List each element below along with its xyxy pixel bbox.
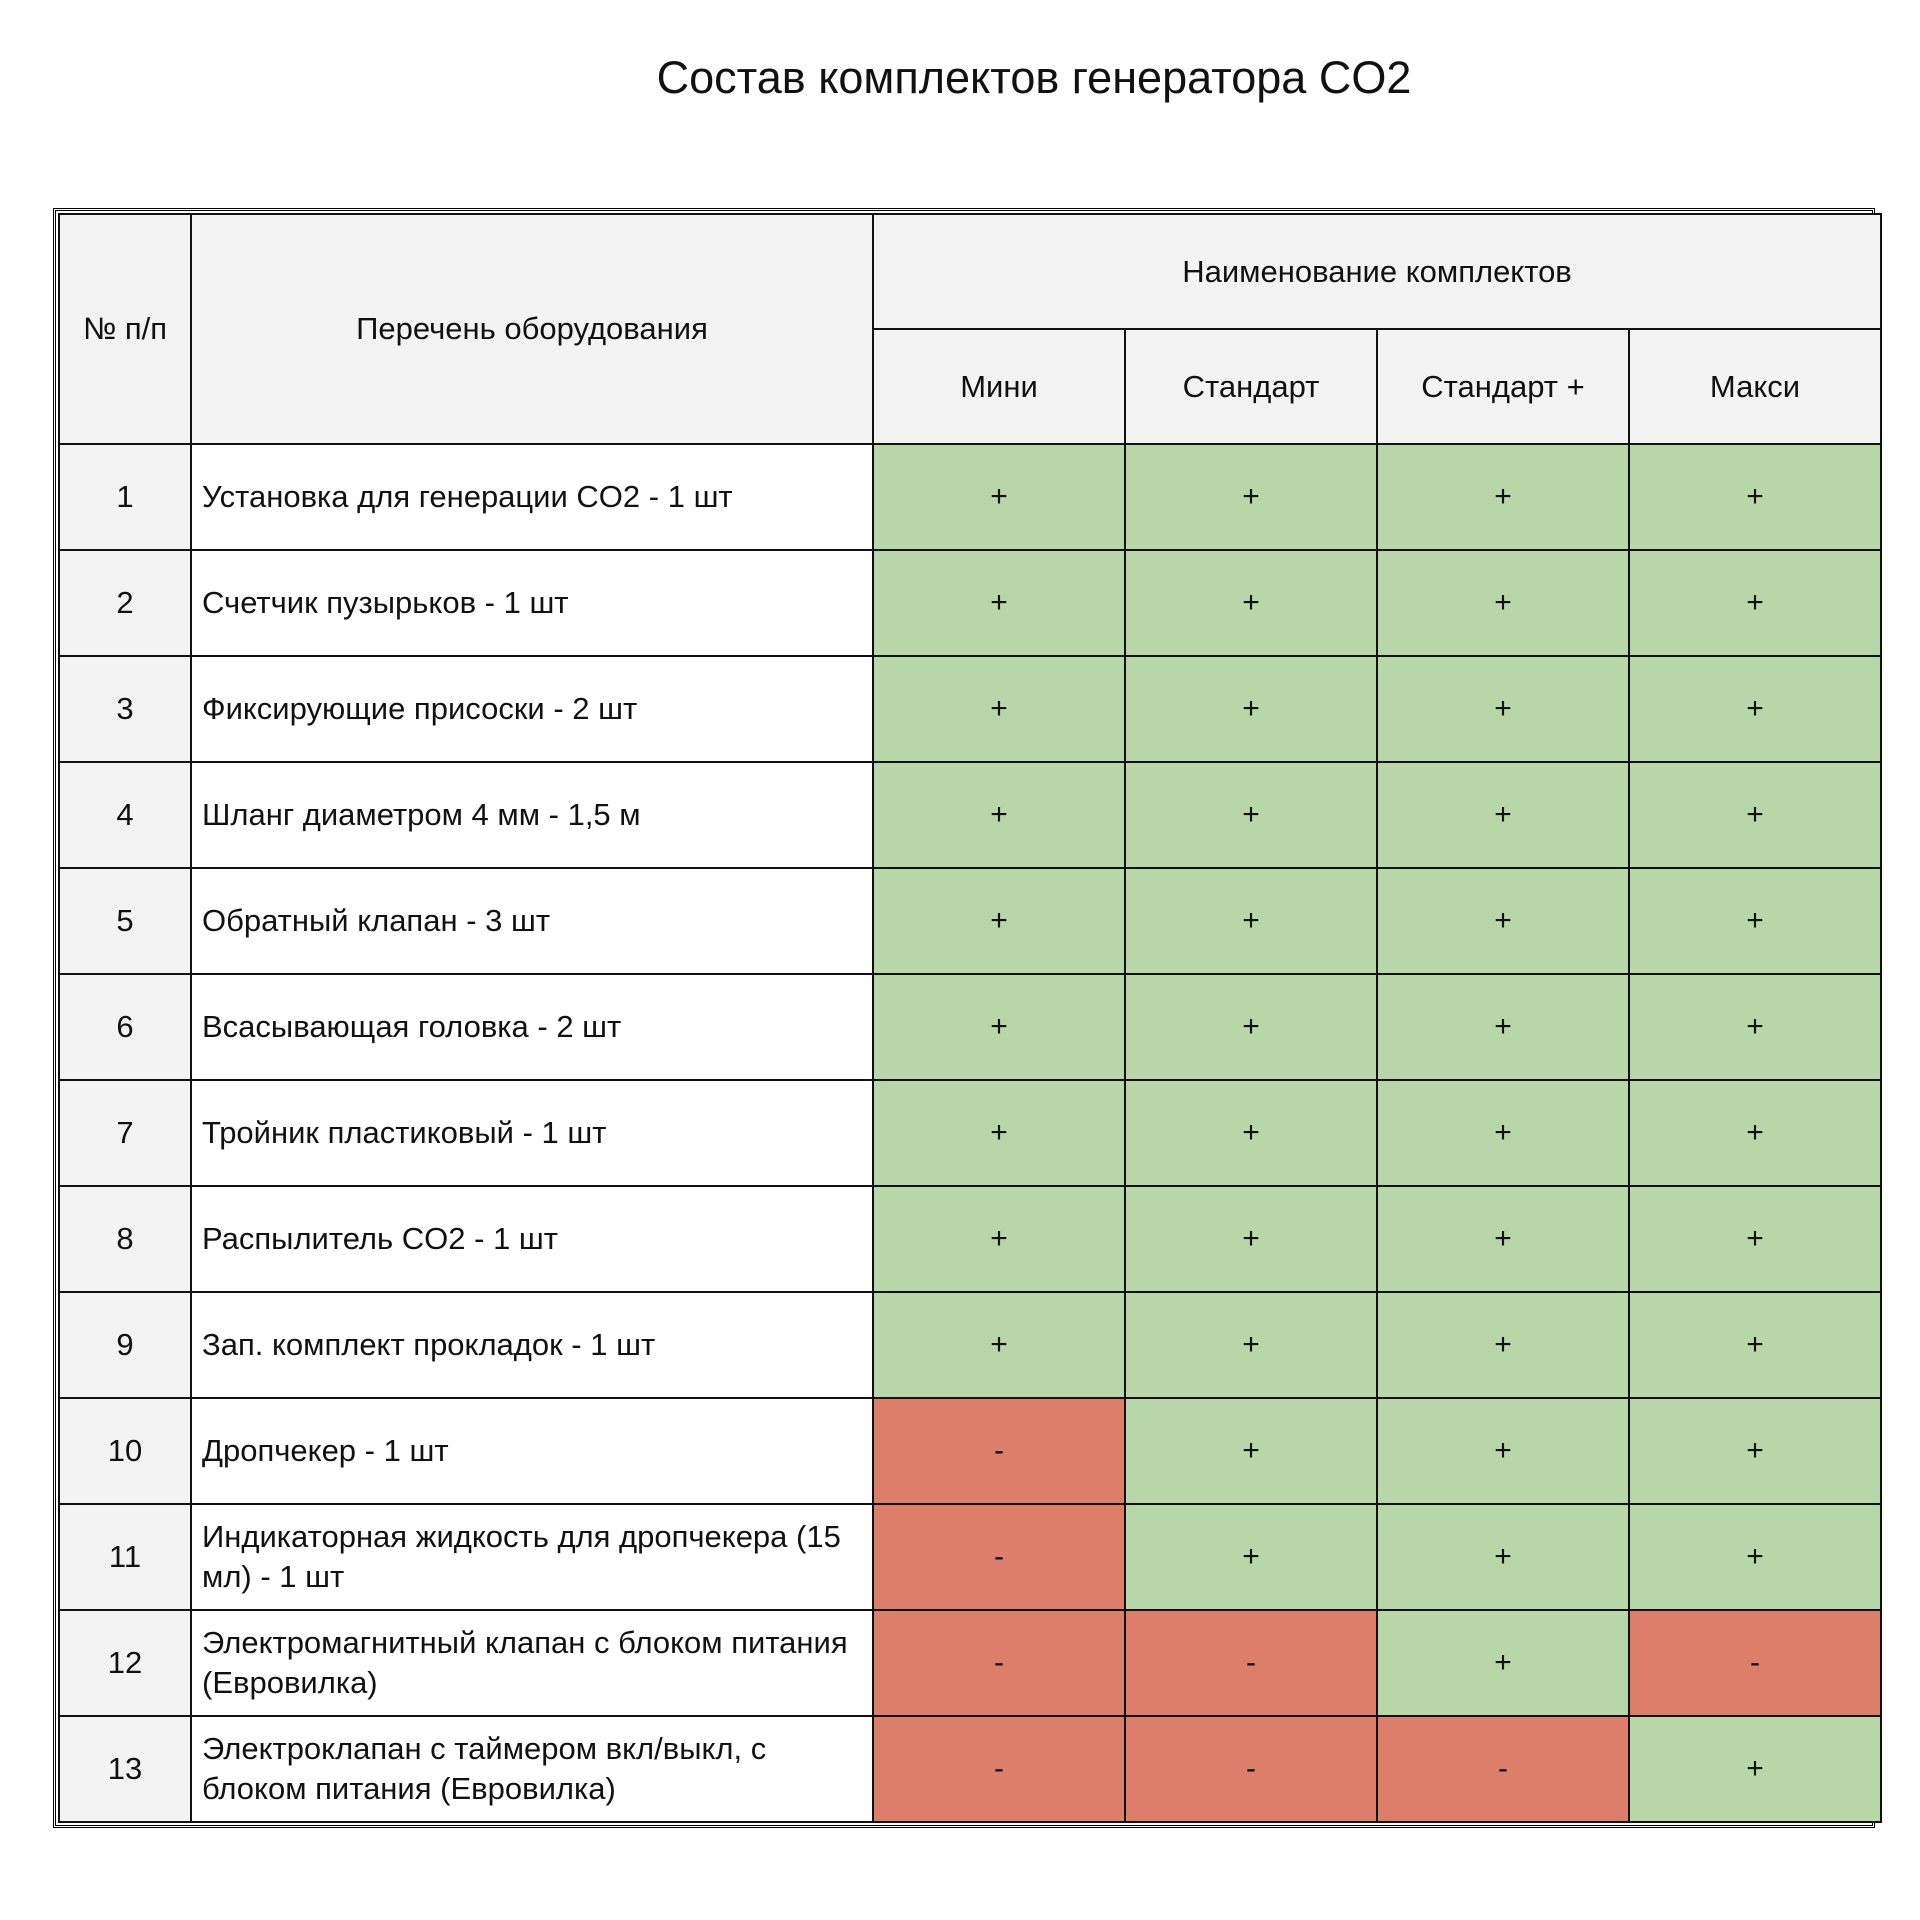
kit-mark-standard-plus: + — [1377, 868, 1629, 974]
kit-mark-standard-plus: + — [1377, 762, 1629, 868]
kit-mark-mini: - — [873, 1504, 1125, 1610]
table-row — [59, 444, 1881, 550]
kit-mark-maxi: + — [1629, 1186, 1881, 1292]
kit-mark-standard-plus: + — [1377, 1186, 1629, 1292]
kit-mark-standard-plus: + — [1377, 550, 1629, 656]
equipment-name: Обратный клапан - 3 шт — [191, 868, 873, 974]
row-number: 11 — [59, 1504, 191, 1610]
kit-mark-standard: + — [1125, 974, 1377, 1080]
header-kit-standard: Стандарт — [1125, 329, 1377, 444]
kit-mark-maxi: + — [1629, 1080, 1881, 1186]
kit-mark-mini: + — [873, 444, 1125, 550]
kit-mark-standard: + — [1125, 762, 1377, 868]
kit-mark-maxi: + — [1629, 868, 1881, 974]
equipment-name: Шланг диаметром 4 мм - 1,5 м — [191, 762, 873, 868]
table-row — [59, 1186, 1881, 1292]
equipment-name: Дропчекер - 1 шт — [191, 1398, 873, 1504]
table-body — [59, 444, 1881, 1822]
kit-mark-maxi: - — [1629, 1610, 1881, 1716]
kit-mark-mini: + — [873, 1186, 1125, 1292]
kit-mark-standard-plus: + — [1377, 444, 1629, 550]
kit-mark-maxi: + — [1629, 444, 1881, 550]
equipment-name: Индикаторная жидкость для дропчекера (15 мл) - 1 шт — [191, 1504, 873, 1610]
kit-mark-mini: + — [873, 762, 1125, 868]
kit-mark-maxi: + — [1629, 656, 1881, 762]
kit-mark-standard: + — [1125, 444, 1377, 550]
kit-mark-standard-plus: + — [1377, 1080, 1629, 1186]
row-number: 7 — [59, 1080, 191, 1186]
kit-mark-maxi: + — [1629, 762, 1881, 868]
row-number: 4 — [59, 762, 191, 868]
equipment-name: Распылитель CO2 - 1 шт — [191, 1186, 873, 1292]
row-number: 9 — [59, 1292, 191, 1398]
table-row — [59, 1080, 1881, 1186]
equipment-name: Установка для генерации CO2 - 1 шт — [191, 444, 873, 550]
kit-mark-standard: - — [1125, 1610, 1377, 1716]
table-row — [59, 550, 1881, 656]
kits-table-frame — [53, 208, 1875, 1828]
header-equipment: Перечень оборудования — [191, 214, 873, 444]
table-row — [59, 1398, 1881, 1504]
kit-mark-mini: - — [873, 1610, 1125, 1716]
kit-mark-mini: + — [873, 550, 1125, 656]
kit-mark-standard: + — [1125, 1186, 1377, 1292]
kit-mark-standard: + — [1125, 550, 1377, 656]
kit-mark-maxi: + — [1629, 974, 1881, 1080]
table-row — [59, 868, 1881, 974]
kit-mark-standard: + — [1125, 868, 1377, 974]
kit-mark-standard-plus: - — [1377, 1716, 1629, 1822]
header-kit-mini: Мини — [873, 329, 1125, 444]
header-number: № п/п — [59, 214, 191, 444]
equipment-name: Электромагнитный клапан с блоком питания (Евровилка) — [191, 1610, 873, 1716]
kit-mark-standard-plus: + — [1377, 1398, 1629, 1504]
row-number: 13 — [59, 1716, 191, 1822]
row-number: 6 — [59, 974, 191, 1080]
row-number: 2 — [59, 550, 191, 656]
kit-mark-mini: + — [873, 1080, 1125, 1186]
kit-mark-standard: - — [1125, 1716, 1377, 1822]
kit-mark-maxi: + — [1629, 550, 1881, 656]
kit-mark-maxi: + — [1629, 1292, 1881, 1398]
kit-mark-standard: + — [1125, 1080, 1377, 1186]
page-title: Состав комплектов генератора CO2 — [656, 52, 1412, 103]
kits-table — [58, 213, 1882, 1823]
table-row — [59, 974, 1881, 1080]
kit-mark-standard: + — [1125, 656, 1377, 762]
kit-mark-standard-plus: + — [1377, 1504, 1629, 1610]
kit-mark-mini: - — [873, 1716, 1125, 1822]
kit-mark-standard: + — [1125, 1504, 1377, 1610]
kit-mark-standard-plus: + — [1377, 656, 1629, 762]
equipment-name: Зап. комплект прокладок - 1 шт — [191, 1292, 873, 1398]
kit-mark-maxi: + — [1629, 1398, 1881, 1504]
kit-mark-standard-plus: + — [1377, 974, 1629, 1080]
kit-mark-mini: + — [873, 868, 1125, 974]
table-row — [59, 1504, 1881, 1610]
table-row — [59, 1610, 1881, 1716]
header-kit-maxi: Макси — [1629, 329, 1881, 444]
kit-mark-mini: - — [873, 1398, 1125, 1504]
equipment-name: Счетчик пузырьков - 1 шт — [191, 550, 873, 656]
kit-mark-mini: + — [873, 656, 1125, 762]
row-number: 8 — [59, 1186, 191, 1292]
header-kit-standard-plus: Стандарт + — [1377, 329, 1629, 444]
table-row — [59, 656, 1881, 762]
kit-mark-standard: + — [1125, 1398, 1377, 1504]
equipment-name: Всасывающая головка - 2 шт — [191, 974, 873, 1080]
table-row — [59, 1716, 1881, 1822]
equipment-name: Электроклапан с таймером вкл/выкл, с блоком питания (Евровилка) — [191, 1716, 873, 1822]
kit-mark-standard: + — [1125, 1292, 1377, 1398]
kit-mark-mini: + — [873, 974, 1125, 1080]
equipment-name: Тройник пластиковый - 1 шт — [191, 1080, 873, 1186]
equipment-name: Фиксирующие присоски - 2 шт — [191, 656, 873, 762]
header-kits-group: Наименование комплектов — [873, 214, 1881, 329]
row-number: 12 — [59, 1610, 191, 1716]
table-row — [59, 762, 1881, 868]
row-number: 1 — [59, 444, 191, 550]
kit-mark-standard-plus: + — [1377, 1610, 1629, 1716]
table-row — [59, 1292, 1881, 1398]
kit-mark-mini: + — [873, 1292, 1125, 1398]
kit-mark-standard-plus: + — [1377, 1292, 1629, 1398]
row-number: 3 — [59, 656, 191, 762]
row-number: 5 — [59, 868, 191, 974]
kit-mark-maxi: + — [1629, 1716, 1881, 1822]
row-number: 10 — [59, 1398, 191, 1504]
kit-mark-maxi: + — [1629, 1504, 1881, 1610]
